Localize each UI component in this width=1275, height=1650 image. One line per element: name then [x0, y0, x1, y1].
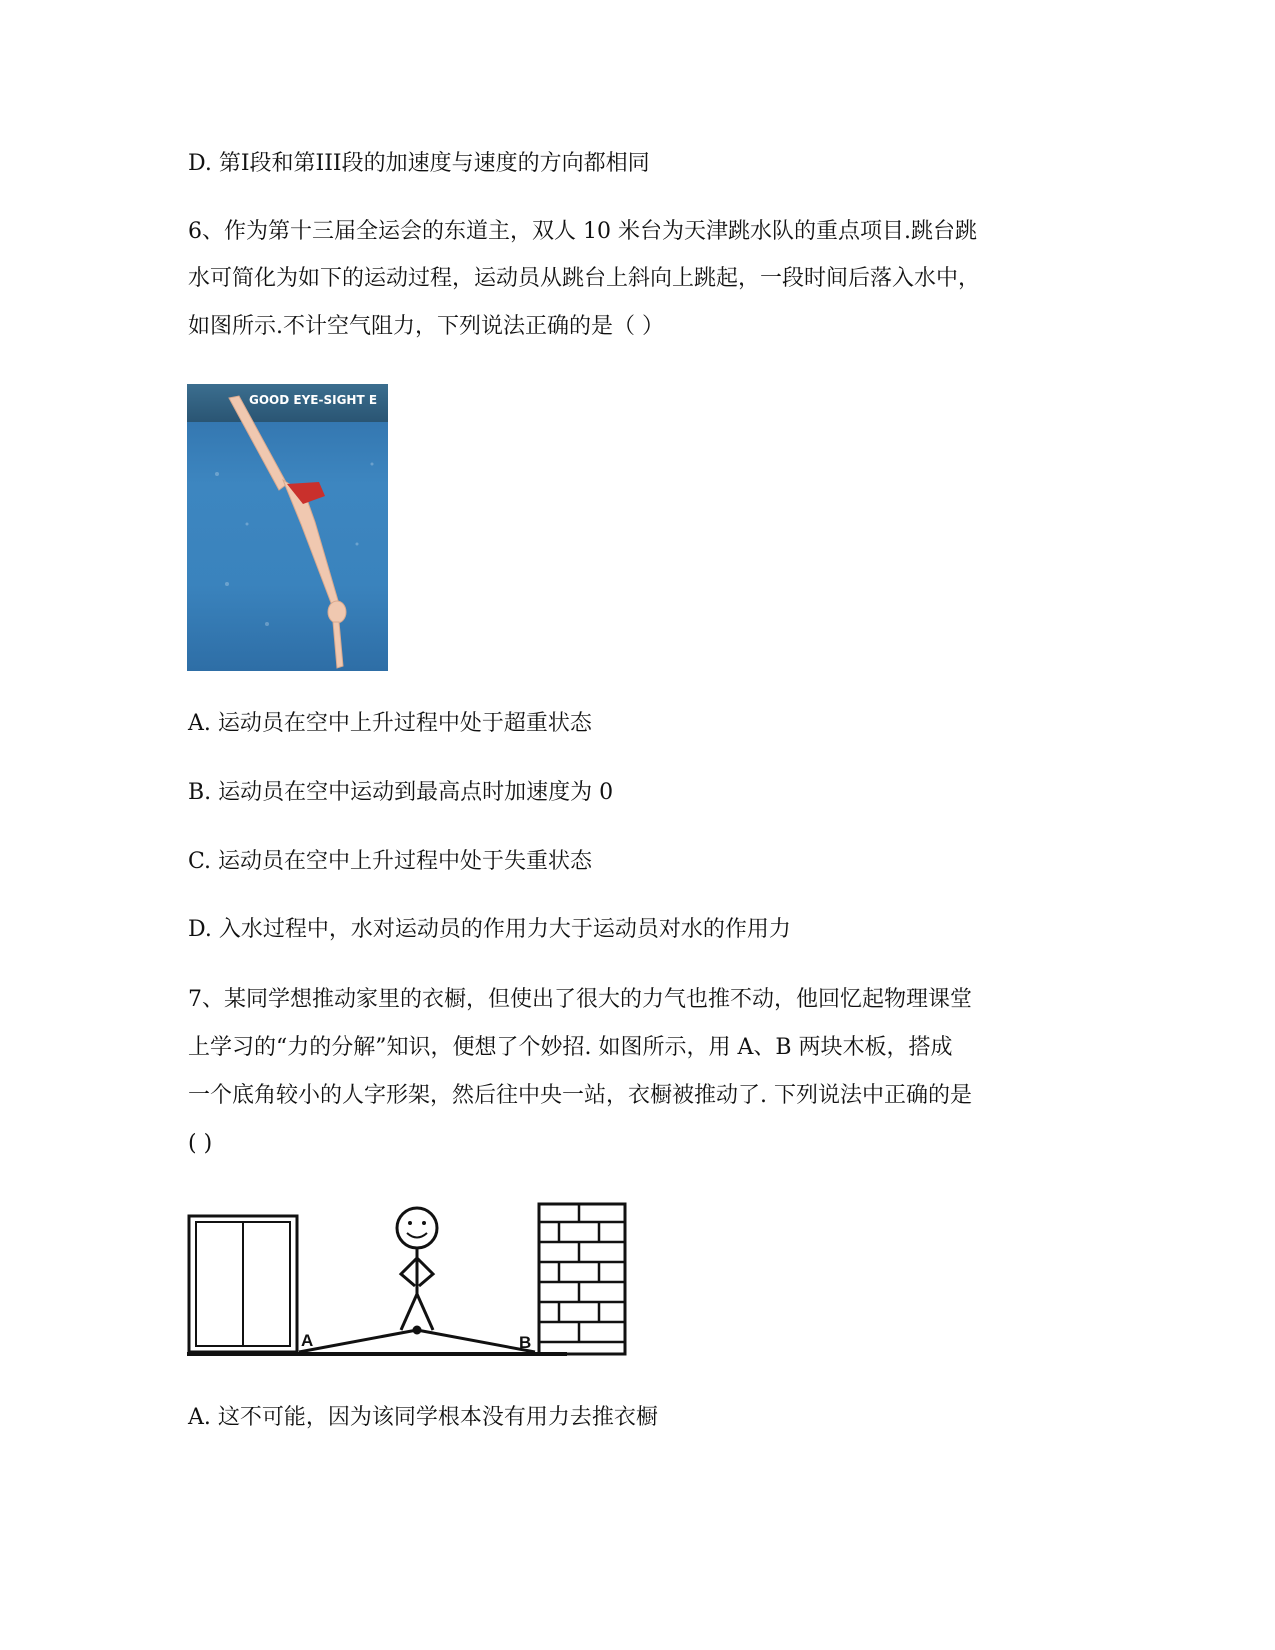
- question-7-stem-line-2: 上学习的“力的分解”知识，便想了个妙招. 如图所示，用 A、B 两块木板，搭成: [188, 1035, 953, 1060]
- question-7-option-a: A. 这不可能，因为该同学根本没有用力去推衣橱: [188, 1405, 658, 1430]
- question-6-option-d: D. 入水过程中，水对运动员的作用力大于运动员对水的作用力: [188, 917, 791, 942]
- question-5-option-d: D. 第Ⅰ段和第III段的加速度与速度的方向都相同: [188, 151, 650, 176]
- question-6-option-c: C. 运动员在空中上升过程中处于失重状态: [188, 849, 593, 874]
- wardrobe-diagram: [187, 1202, 627, 1370]
- question-7-stem-line-1: 7、某同学想推动家里的衣橱，但使出了很大的力气也推不动，他回忆起物理课堂: [188, 987, 972, 1012]
- question-6-stem-line-3: 如图所示.不计空气阻力，下列说法正确的是（ ）: [188, 314, 664, 339]
- photo-banner-text: GOOD EYE-SIGHT E: [249, 393, 378, 407]
- question-7-stem-line-4: ( ): [188, 1131, 213, 1156]
- diver-figure: [187, 384, 388, 671]
- stick-person: [397, 1208, 437, 1333]
- diver-photo: [187, 384, 388, 671]
- label-b: B: [519, 1333, 532, 1352]
- brick-wall: [539, 1204, 625, 1354]
- label-a: A: [301, 1331, 314, 1350]
- wardrobe: [189, 1216, 297, 1352]
- question-6-option-a: A. 运动员在空中上升过程中处于超重状态: [188, 711, 592, 736]
- question-7-stem-line-3: 一个底角较小的人字形架，然后往中央一站，衣橱被推动了. 下列说法中正确的是: [188, 1083, 972, 1108]
- question-6-option-b: B. 运动员在空中运动到最高点时加速度为 0: [188, 780, 614, 805]
- question-6-stem-line-1: 6、作为第十三届全运会的东道主，双人 10 米台为天津跳水队的重点项目.跳台跳: [188, 219, 977, 244]
- question-6-stem-line-2: 水可简化为如下的运动过程，运动员从跳台上斜向上跳起，一段时间后落入水中，: [188, 266, 981, 291]
